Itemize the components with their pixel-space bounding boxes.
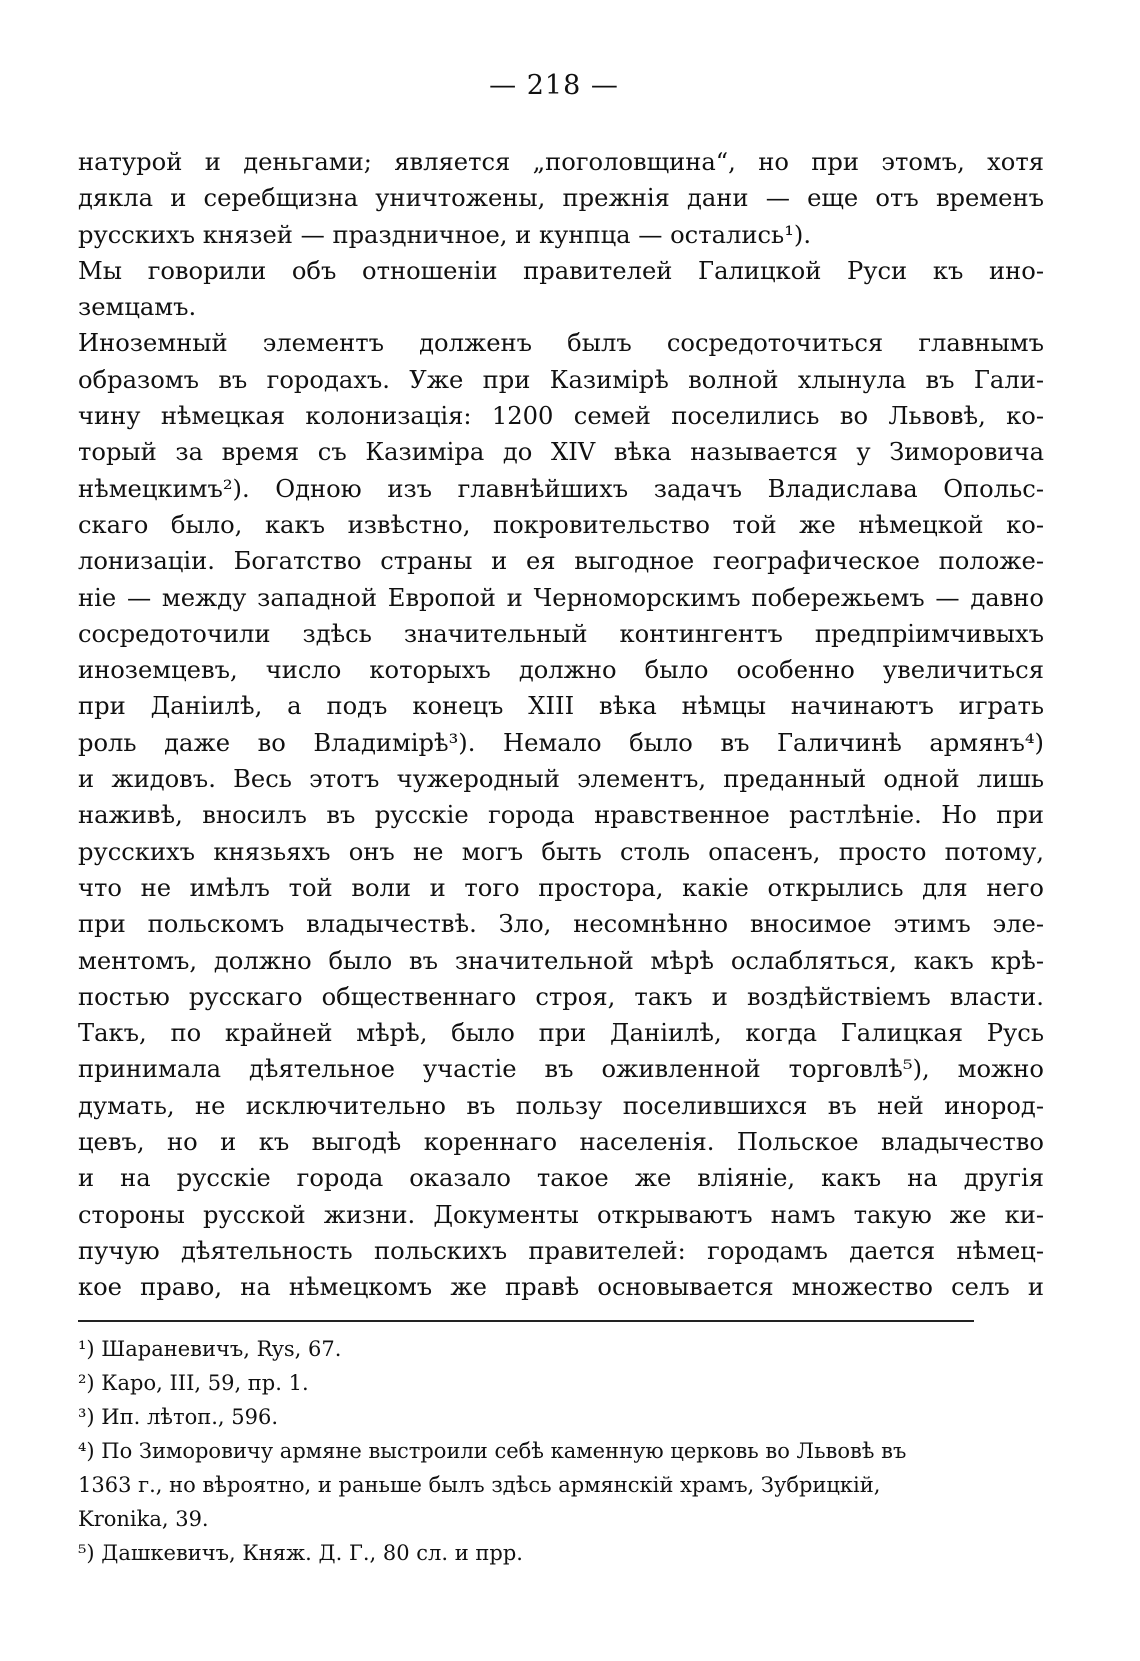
text-line: лонизаціи. Богатство страны и ея выгодное географическое положе- [78, 547, 1044, 576]
text-line: натурой и деньгами; является „поголовщина“, но при этомъ, хотя [78, 148, 1044, 176]
text-line: что не имѣлъ той воли и того простора, какіе открылись для него [78, 873, 1044, 902]
text-line: Мы говорили объ отношеніи правителей Галицкой Руси къ ино- [78, 256, 1044, 285]
text-line: и на русскіе города оказало такое же вліяніе, какъ на другія [78, 1164, 1044, 1193]
text-line: наживѣ, вносилъ въ русскіе города нравственное растлѣніе. Но при [78, 801, 1044, 830]
footnote-1: ¹) Шараневичъ, Rys, 67. [78, 1336, 342, 1361]
text-line: Такъ, по крайней мѣрѣ, было при Даніилѣ, когда Галицкая Русь [78, 1019, 1044, 1048]
text-line: и жидовъ. Весь этотъ чужеродный элементъ, преданный одной лишь [78, 765, 1044, 794]
text-line: торый за время съ Казиміра до XIV вѣка называется у Зиморовича [78, 438, 1044, 467]
text-line: русскихъ князьяхъ онъ не могъ быть столь опасенъ, просто потому, [78, 837, 1044, 866]
text-line: чину нѣмецкая колонизація: 1200 семей поселились во Львовѣ, ко- [78, 402, 1044, 431]
text-line: кое право, на нѣмецкомъ же правѣ основывается множество селъ и [78, 1273, 1044, 1302]
footnote-4-continued: 1363 г., но вѣроятно, и раньше былъ здѣсь армянскій храмъ, Зубрицкій, [78, 1472, 881, 1497]
text-line: при Даніилѣ, а подъ конецъ XIII вѣка нѣмцы начинаютъ играть [78, 692, 1044, 721]
text-line: роль даже во Владимірѣ³). Немало было въ Галичинѣ армянъ⁴) [78, 728, 1044, 757]
main-text [78, 144, 1044, 1306]
text-line: ніе — между западной Европой и Черноморскимъ побережьемъ — давно [78, 583, 1044, 612]
text-line: ментомъ, должно было въ значительной мѣрѣ ослабляться, какъ крѣ- [78, 946, 1044, 975]
footnote-4: ⁴) По Зиморовичу армяне выстроили себѣ каменную церковь во Львовѣ въ [78, 1438, 907, 1463]
text-line: земцамъ. [78, 293, 197, 322]
text-line: думать, не исключительно въ пользу поселившихся въ ней инород- [78, 1091, 1044, 1120]
footnote-2: ²) Каро, III, 59, пр. 1. [78, 1370, 309, 1395]
text-line: иноземцевъ, число которыхъ должно было особенно увеличиться [78, 656, 1044, 685]
footnote-5: ⁵) Дашкевичъ, Княж. Д. Г., 80 сл. и прр. [78, 1540, 523, 1565]
text-line: принимала дѣятельное участіе въ оживленной торговлѣ⁵), можно [78, 1055, 1044, 1084]
text-line: сосредоточили здѣсь значительный контингентъ предпріимчивыхъ [78, 619, 1044, 648]
page-number: — 218 — [489, 70, 619, 101]
text-line: при польскомъ владычествѣ. Зло, несомнѣнно вносимое этимъ эле- [78, 910, 1044, 939]
text-line: образомъ въ городахъ. Уже при Казимірѣ волной хлынула въ Гали- [78, 365, 1044, 394]
text-line: цевъ, но и къ выгодѣ кореннаго населенія. Польское владычество [78, 1128, 1044, 1157]
text-line: пучую дѣятельность польскихъ правителей: городамъ дается нѣмец- [78, 1236, 1044, 1265]
text-line: дякла и серебщизна уничтожены, прежнія дани — еще отъ временъ [78, 184, 1044, 213]
footnotes [78, 1332, 1044, 1570]
text-line: постью русскаго общественнаго строя, такъ и воздѣйствіемъ власти. [78, 982, 1044, 1011]
text-line: стороны русской жизни. Документы открываютъ намъ такую же ки- [78, 1200, 1044, 1229]
footnote-divider [78, 1320, 974, 1322]
text-line: скаго было, какъ извѣстно, покровительство той же нѣмецкой ко- [78, 510, 1044, 539]
footnote-4-continued: Kronika, 39. [78, 1506, 209, 1531]
text-line: нѣмецкимъ²). Одною изъ главнѣйшихъ задачъ Владислава Опольс- [78, 474, 1044, 503]
text-line: русскихъ князей — праздничное, и кунпца — остались¹). [78, 220, 812, 249]
text-line: Иноземный элементъ долженъ былъ сосредоточиться главнымъ [78, 329, 1044, 358]
footnote-3: ³) Ип. лѣтоп., 596. [78, 1404, 278, 1429]
